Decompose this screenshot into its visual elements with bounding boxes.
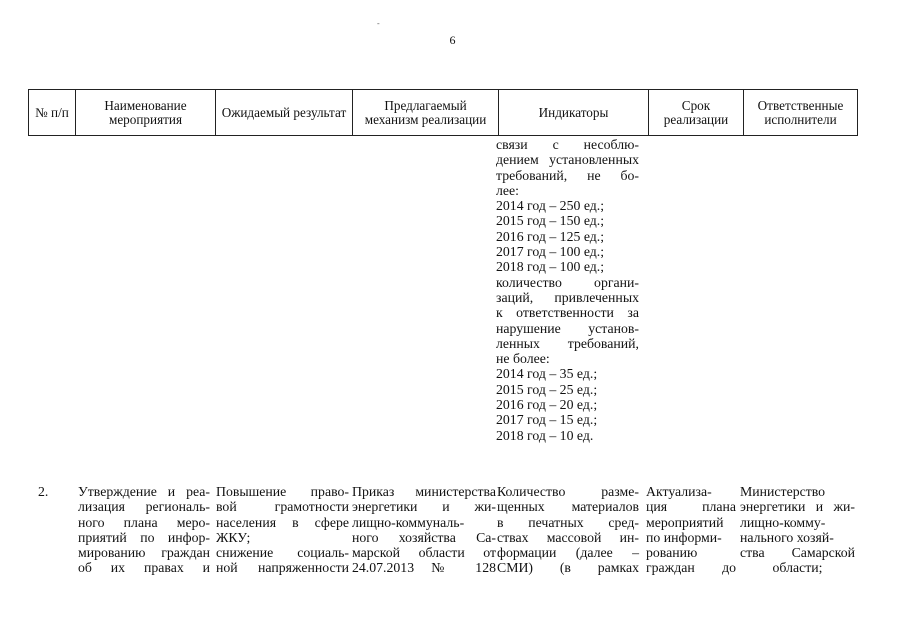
text-line: Количество разме- (497, 484, 639, 499)
scan-speck: - (377, 19, 380, 28)
text-line: 2018 год – 10 ед. (496, 427, 594, 443)
text-line: области; (772, 560, 823, 576)
text-line: 2018 год – 100 ед.; (496, 259, 605, 275)
row-2-event-name (78, 484, 210, 576)
text-line: 2015 год – 150 ед.; (496, 213, 605, 229)
text-line: Приказ министерства (352, 484, 496, 499)
text-line: Утверждение и реа- (78, 484, 210, 499)
text-line: требований, не бо- (496, 167, 639, 183)
text-line: в печатных сред- (497, 514, 639, 530)
row-2-expected-result (216, 484, 349, 576)
text-line: ствах массовой ин- (497, 529, 639, 545)
header-number: № п/п (35, 104, 69, 120)
text-line: об их правах и (78, 560, 210, 576)
row-2-executors (740, 484, 855, 576)
text-line: 2017 год – 100 ед.; (496, 244, 605, 260)
table-header (28, 89, 858, 136)
text-line: ства Самарской (740, 545, 855, 561)
text-line: Министерство (740, 484, 826, 499)
text-line: 2017 год – 15 ед.; (496, 412, 598, 428)
page-number: 6 (449, 33, 456, 47)
header-expected-result: Ожидаемый результат (215, 90, 352, 135)
text-line: лее: (496, 182, 519, 198)
text-line: 2016 год – 20 ед.; (496, 397, 598, 413)
text-line: лищно-коммуналь- (352, 514, 465, 530)
text-line: лизация региональ- (78, 499, 210, 515)
header-executors: Ответственные исполнители (743, 90, 857, 135)
text-line: 2. (38, 484, 49, 499)
text-line: энергетики и жи- (352, 499, 496, 515)
text-line: СМИ) (в рамках (497, 560, 639, 576)
text-line: формации (далее – (497, 545, 639, 561)
text-line: дением установленных (496, 152, 639, 168)
row-2-deadline (646, 484, 736, 576)
text-line: Актуализа- (646, 484, 712, 499)
text-line: 2014 год – 35 ед.; (496, 366, 598, 382)
text-line: по информи- (646, 529, 722, 545)
text-line: ного плана меро- (78, 514, 210, 530)
text-line: снижение социаль- (216, 545, 349, 561)
text-line: граждан до (646, 560, 736, 576)
text-line: населения в сфере (216, 514, 349, 530)
text-line: 2015 год – 25 ед.; (496, 381, 598, 397)
row-2-number (38, 484, 68, 499)
text-line: приятий по инфор- (78, 529, 210, 545)
text-line: ЖКУ; (216, 529, 251, 545)
indicators-continuation (496, 137, 639, 443)
text-line: энергетики и жи- (740, 499, 855, 515)
text-line: мероприятий (646, 514, 724, 530)
row-2-mechanism (352, 484, 496, 576)
text-line: нарушение установ- (496, 320, 639, 336)
text-line: 2014 год – 250 ед.; (496, 198, 605, 214)
text-line: лищно-комму- (740, 514, 826, 530)
header-mechanism: Предлагаемый механизм реализации (352, 90, 498, 135)
header-indicators: Индикаторы (498, 90, 648, 135)
header-deadline: Срок реализации (648, 90, 743, 135)
text-line: к ответственности за (496, 305, 639, 321)
text-line: мированию граждан (78, 545, 210, 561)
text-line: ция плана (646, 499, 736, 515)
text-line: щенных материалов (497, 499, 639, 515)
text-line: не более: (496, 351, 550, 367)
text-line: ной напряженности (216, 560, 349, 576)
text-line: ного хозяйства Са- (352, 529, 496, 545)
text-line: марской области от (352, 545, 496, 561)
text-line: заций, привлеченных (496, 289, 639, 305)
row-2-indicators (497, 484, 639, 576)
text-line: количество органи- (496, 274, 639, 290)
text-line: связи с несоблю- (496, 137, 639, 152)
text-line: 2016 год – 125 ед.; (496, 228, 605, 244)
text-line: ленных требований, (496, 335, 639, 351)
text-line: нального хозяй- (740, 529, 834, 545)
text-line: рованию (646, 545, 698, 561)
text-line: Повышение право- (216, 484, 349, 499)
text-line: вой грамотности (216, 499, 349, 515)
text-line: 24.07.2013 № 128 (352, 560, 496, 576)
header-event-name: Наименование мероприятия (75, 90, 215, 135)
